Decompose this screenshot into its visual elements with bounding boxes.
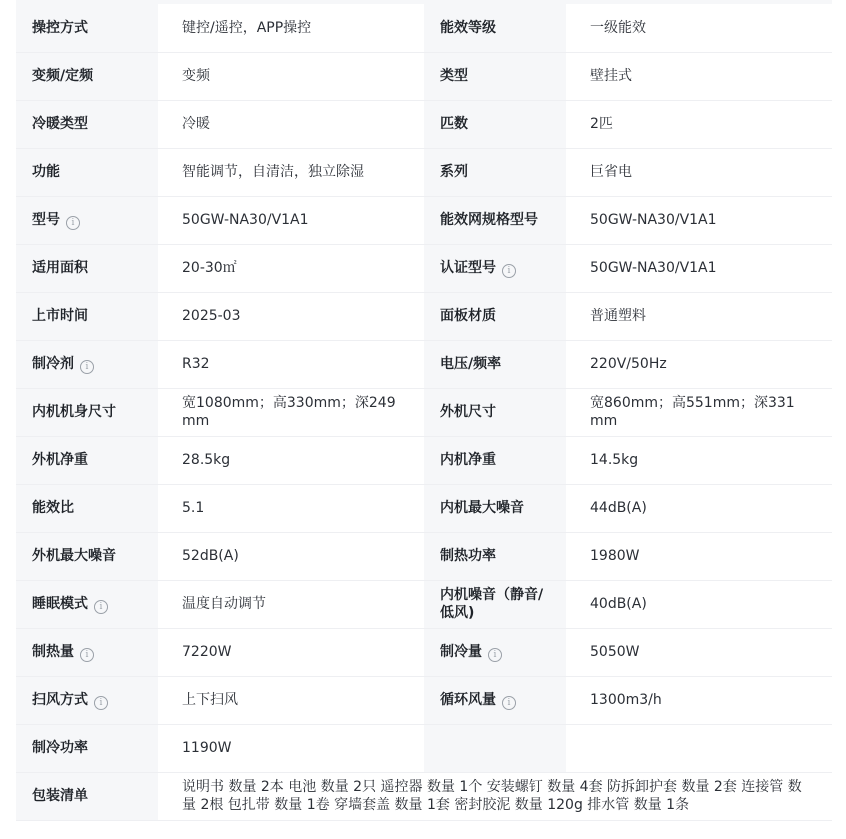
spec-key-label: 变频/定频 [32,68,94,84]
spec-value: 1190W [158,724,424,772]
table-row [16,436,832,484]
table-row [16,388,832,436]
table-row [16,196,832,244]
spec-value: 28.5kg [158,436,424,484]
spec-value: 键控/遥控，APP操控 [158,4,424,52]
spec-value: 5.1 [158,484,424,532]
spec-key [424,484,566,532]
spec-key-label: 睡眠模式 [32,595,88,612]
spec-value: 宽1080mm；高330mm；深249mm [158,388,424,436]
spec-key-label: 内机净重 [440,452,496,468]
spec-value: 1300m3/h [566,676,832,724]
spec-value: 40dB(A) [566,580,832,628]
packing-list-value: 说明书 数量 2本 电池 数量 2只 遥控器 数量 1个 安装螺钉 数量 4套 防拆卸护套 数量 2套 连接管 数量 2根 包扎带 数量 1卷 穿墙套盖 数量 1套 密封胶泥 数量 120g 排水管 数量 1条 [158,772,832,820]
spec-key [16,52,158,100]
info-icon[interactable]: i [502,264,516,278]
spec-key-label: 面板材质 [440,308,496,324]
spec-value: 50GW-NA30/V1A1 [566,196,832,244]
spec-key [16,724,158,772]
table-row [16,676,832,724]
spec-key [16,580,158,628]
spec-key-label: 认证型号 [440,259,496,276]
spec-value: 普通塑料 [566,292,832,340]
info-icon[interactable]: i [80,360,94,374]
spec-key-label: 能效网规格型号 [440,212,538,228]
info-icon[interactable]: i [66,216,80,230]
table-row [16,340,832,388]
spec-key [16,676,158,724]
spec-key-label: 功能 [32,164,60,180]
spec-value: 2匹 [566,100,832,148]
spec-key [16,436,158,484]
spec-key-label: 内机噪音（静音/低风) [440,587,544,621]
spec-key-label: 能效等级 [440,19,496,36]
spec-key [424,52,566,100]
packing-list-key: 包装清单 [16,772,158,820]
spec-key [424,4,566,52]
spec-value: 冷暖 [158,100,424,148]
spec-key-label: 制热功率 [440,548,496,564]
spec-value [566,724,832,772]
spec-key [424,532,566,580]
info-icon[interactable]: i [94,600,108,614]
spec-key-label: 操控方式 [32,19,88,36]
spec-value: 巨省电 [566,148,832,196]
spec-value: 50GW-NA30/V1A1 [566,244,832,292]
spec-key [424,244,566,292]
table-row [16,52,832,100]
spec-value: 变频 [158,52,424,100]
spec-value: 52dB(A) [158,532,424,580]
spec-value: R32 [158,340,424,388]
spec-key-label: 冷暖类型 [32,116,88,132]
spec-value: 220V/50Hz [566,340,832,388]
spec-value: 1980W [566,532,832,580]
table-row [16,4,832,52]
spec-key-label: 类型 [440,68,468,84]
spec-key [16,196,158,244]
table-row [16,484,832,532]
spec-key-label: 扫风方式 [32,691,88,708]
spec-key [16,340,158,388]
spec-value: 14.5kg [566,436,832,484]
spec-key-label: 型号 [32,211,60,228]
spec-key [16,292,158,340]
spec-key [424,436,566,484]
spec-value: 上下扫风 [158,676,424,724]
table-row [16,148,832,196]
spec-key [16,4,158,52]
table-row [16,244,832,292]
spec-value: 温度自动调节 [158,580,424,628]
spec-value: 7220W [158,628,424,676]
spec-key [424,196,566,244]
spec-key [16,388,158,436]
info-icon[interactable]: i [80,648,94,662]
spec-key [424,292,566,340]
spec-key [424,388,566,436]
spec-value: 一级能效 [566,4,832,52]
table-row [16,532,832,580]
spec-key-label: 制冷剂 [32,355,74,372]
table-row [16,724,832,772]
spec-key-label: 适用面积 [32,260,88,276]
spec-key [16,628,158,676]
spec-key [16,532,158,580]
spec-key [424,580,566,628]
spec-key-label: 外机最大噪音 [32,548,116,564]
spec-key-label: 制冷量 [440,643,482,660]
spec-key [424,628,566,676]
spec-key-label: 系列 [440,164,468,180]
spec-table [16,4,832,821]
table-row [16,292,832,340]
spec-value: 5050W [566,628,832,676]
info-icon[interactable]: i [488,648,502,662]
spec-value: 50GW-NA30/V1A1 [158,196,424,244]
info-icon[interactable]: i [94,696,108,710]
info-icon[interactable]: i [502,696,516,710]
spec-key-label: 电压/频率 [440,356,502,372]
table-row [16,628,832,676]
spec-key [424,676,566,724]
spec-key-label: 能效比 [32,500,74,516]
spec-key-label: 外机尺寸 [440,404,496,420]
spec-key [16,148,158,196]
spec-table-body [16,4,832,820]
spec-key [424,148,566,196]
spec-key-label: 内机机身尺寸 [32,404,116,420]
spec-key-label: 循环风量 [440,691,496,708]
spec-key [16,484,158,532]
spec-value: 宽860mm；高551mm；深331mm [566,388,832,436]
table-row [16,100,832,148]
packing-list-row [16,772,832,820]
spec-value: 20-30㎡ [158,244,424,292]
spec-key-label: 外机净重 [32,452,88,468]
spec-key-label: 内机最大噪音 [440,500,524,516]
spec-key [16,100,158,148]
spec-value: 2025-03 [158,292,424,340]
table-row [16,580,832,628]
spec-value: 壁挂式 [566,52,832,100]
spec-key [424,100,566,148]
spec-key [424,724,566,772]
spec-key-label: 制热量 [32,643,74,660]
spec-key-label: 制冷功率 [32,740,88,756]
spec-key-label: 匹数 [440,116,468,132]
spec-value: 智能调节，自清洁，独立除湿 [158,148,424,196]
spec-value: 44dB(A) [566,484,832,532]
spec-key [16,244,158,292]
spec-key [424,340,566,388]
spec-key-label: 上市时间 [32,308,88,324]
